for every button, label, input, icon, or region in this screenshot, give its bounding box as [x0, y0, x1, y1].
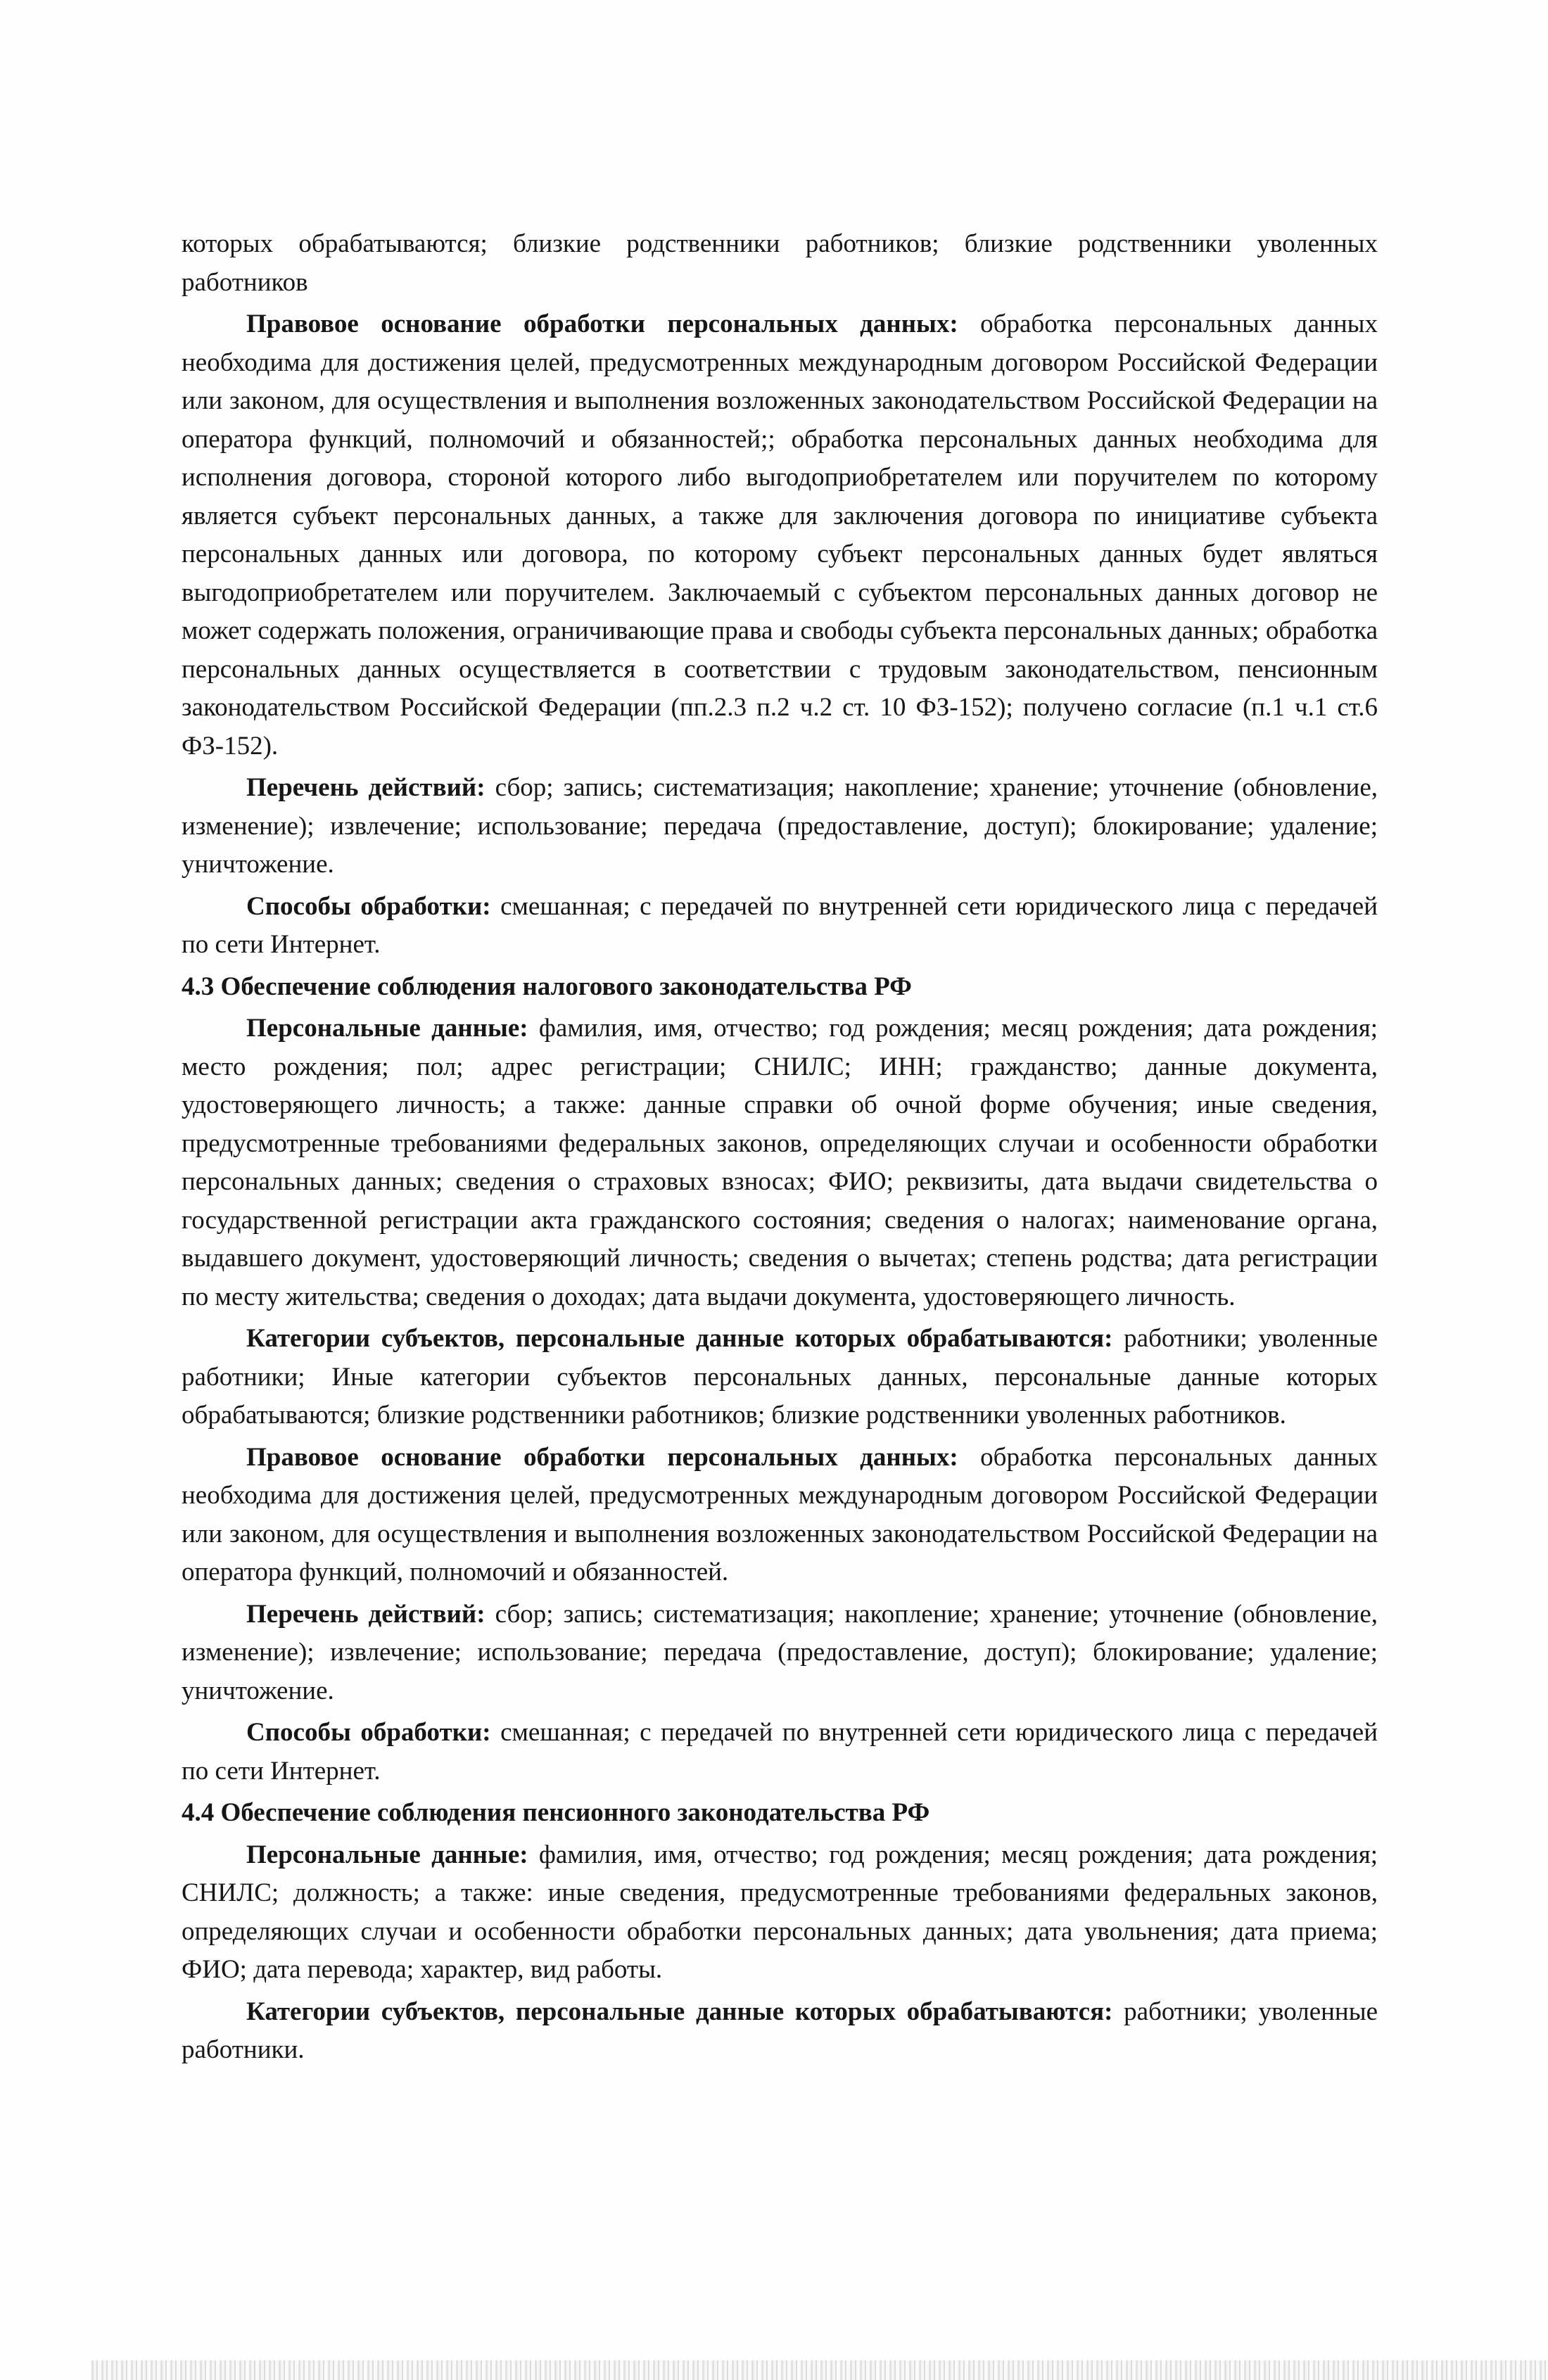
- paragraph-text: сбор; запись; систематизация; накопление; хранение; уточнение (обновление, изменение); извлечение; использование; передача (предоставление, доступ); блокирование; удаление; уничтожение.: [182, 773, 1378, 879]
- paragraph-subject-categories: [182, 1320, 1378, 1435]
- paragraph-actions-list: [182, 769, 1378, 884]
- paragraph-personal-data: [182, 1836, 1378, 1990]
- paragraph-processing-methods: [182, 888, 1378, 965]
- document-body: [182, 225, 1378, 2073]
- paragraph-text: смешанная; с передачей по внутренней сети юридического лица с передачей по сети Интернет.: [182, 1718, 1378, 1786]
- paragraph-label: Категории субъектов, персональные данные которых обрабатываются:: [246, 1997, 1113, 2026]
- paragraph-legal-basis: [182, 1439, 1378, 1592]
- paragraph-text: фамилия, имя, отчество; год рождения; месяц рождения; дата рождения; место рождения; пол; адрес регистрации; СНИЛС; ИНН; гражданство; данные документа, удостоверяющего личность; а также: данные справки об очной форме обучения; иные сведения, предусмотренные требованиями федеральных законов, определяющих случаи и особенности обработки персональных данных; сведения о страховых взносах; ФИО; реквизиты, дата выдачи свидетельства о государственной регистрации акта гражданского состояния; сведения о налогах; наименование органа, выдавшего документ, удостоверяющий личность; сведения о вычетах; степень родства; дата регистрации по месту жительства; сведения о доходах; дата выдачи документа, удостоверяющего личность.: [182, 1014, 1378, 1311]
- scan-edge-artifact: [91, 2360, 1548, 2380]
- paragraph-text: работники; уволенные работники.: [182, 1997, 1378, 2064]
- paragraph-label: Правовое основание обработки персональных данных:: [246, 1442, 958, 1472]
- paragraph-text: смешанная; с передачей по внутренней сети юридического лица с передачей по сети Интернет.: [182, 891, 1378, 959]
- paragraph-label: Категории субъектов, персональные данные которых обрабатываются:: [246, 1324, 1113, 1353]
- paragraph-label: Персональные данные:: [246, 1840, 528, 1869]
- paragraph-text: работники; уволенные работники; Иные категории субъектов персональных данных, персональные данные которых обрабатываются; близкие родственники работников; близкие родственники уволенных работников.: [182, 1324, 1378, 1430]
- section-heading-4-3: 4.3 Обеспечение соблюдения налогового законодательства РФ: [182, 972, 912, 1001]
- section-heading-4-4: 4.4 Обеспечение соблюдения пенсионного законодательства РФ: [182, 1798, 930, 1827]
- paragraph-label: Персональные данные:: [246, 1014, 528, 1043]
- paragraph-text: которых обрабатываются; близкие родственники работников; близкие родственники уволенных работников: [182, 229, 1378, 297]
- paragraph-actions-list: [182, 1596, 1378, 1711]
- paragraph-personal-data: [182, 1010, 1378, 1316]
- paragraph-label: Перечень действий:: [246, 773, 486, 802]
- paragraph-continuation: [182, 225, 1378, 302]
- paragraph-label: Перечень действий:: [246, 1599, 486, 1629]
- paragraph-text: обработка персональных данных необходима для достижения целей, предусмотренных международным договором Российской Федерации или законом, для осуществления и выполнения возложенных законодательством Российской Федерации на оператора функций, полномочий и обязанностей;; обработка персональных данных необходима для исполнения договора, стороной которого либо выгодоприобретателем или поручителем по которому является субъект персональных данных, а также для заключения договора по инициативе субъекта персональных данных или договора, по которому субъект персональных данных будет являться выгодоприобретателем или поручителем. Заключаемый с субъектом персональных данных договор не может содержать положения, ограничивающие права и свободы субъекта персональных данных; обработка персональных данных осуществляется в соответствии с трудовым законодательством, пенсионным законодательством Российской Федерации (пп.2.3 п.2 ч.2 ст. 10 ФЗ-152); получено согласие (п.1 ч.1 ст.6 ФЗ-152).: [182, 310, 1378, 761]
- paragraph-text: сбор; запись; систематизация; накопление; хранение; уточнение (обновление, изменение); извлечение; использование; передача (предоставление, доступ); блокирование; удаление; уничтожение.: [182, 1599, 1378, 1705]
- paragraph-label: Способы обработки:: [246, 1718, 491, 1747]
- paragraph-text: фамилия, имя, отчество; год рождения; месяц рождения; дата рождения; СНИЛС; должность; а также: иные сведения, предусмотренные требованиями федеральных законов, определяющих случаи и особенности обработки персональных данных; дата увольнения; дата приема; ФИО; дата перевода; характер, вид работы.: [182, 1840, 1378, 1984]
- paragraph-legal-basis: [182, 305, 1378, 765]
- paragraph-subject-categories: [182, 1993, 1378, 2070]
- paragraph-label: Способы обработки:: [246, 891, 491, 921]
- paragraph-processing-methods: [182, 1714, 1378, 1790]
- paragraph-text: обработка персональных данных необходима для достижения целей, предусмотренных международным договором Российской Федерации или законом, для осуществления и выполнения возложенных законодательством Российской Федерации на оператора функций, полномочий и обязанностей.: [182, 1442, 1378, 1586]
- paragraph-label: Правовое основание обработки персональных данных:: [246, 310, 958, 338]
